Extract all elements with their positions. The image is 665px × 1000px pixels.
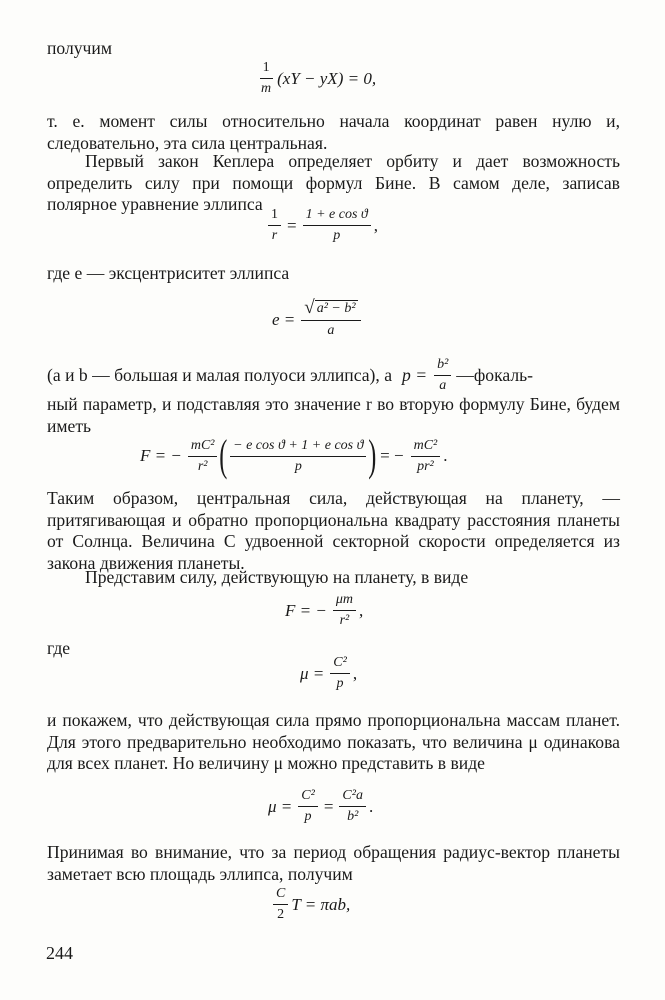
equation-moment xyxy=(255,60,376,97)
equation-binet-force: F = − $\frac{\text{mC²}}{\text{r²}}$ ( $\frac{\text{− e cos ϑ + 1 + e cos ϑ}}{p}$ ) = − $\frac{\text{mC²}}{\text{pr²}}$ . xyxy=(140,431,448,480)
paragraph-where: где xyxy=(47,638,71,658)
paragraph-focal-parameter: ный параметр, и подставляя это значение r во вторую формулу Бине, будем иметь xyxy=(47,394,620,436)
fraction-mc2-over-pr2: $\frac{\text{mC²}}{\text{pr²}}$ xyxy=(411,438,441,475)
paragraph-proportional-mass: и покажем, что действующая сила прямо пропорциональна массам планет. Для этого предварительно необходимо показать, что величина μ одинакова для всех планет. Но величину μ можно представить в виде xyxy=(47,710,620,773)
left-paren-icon: ( xyxy=(219,431,228,480)
paragraph-attractive-force: Таким образом, центральная сила, действующая на планету, — притягивающая и обратно пропорциональна квадрату расстояния планеты от Солнца. Величина C удвоенной секторной скорости определяется из закона движения планеты. xyxy=(47,488,620,573)
fraction-c2-over-p: $\frac{\text{C²}}{p}$ xyxy=(330,655,350,692)
fraction-b2-over-a: $\frac{\text{b²}}{a}$ xyxy=(434,357,451,394)
paragraph-kepler-law: Первый закон Кеплера определяет орбиту и дает возможность определить силу при помощи формул Бине. В самом деле, записав полярное уравнение эллипса xyxy=(47,151,620,214)
paragraph-force-form: Представим силу, действующую на планету, в виде xyxy=(85,567,469,587)
equation-mu-expanded: μ = $\frac{\text{C²}}{p}$ = $\frac{\text{C²a}}{\text{b²}}$ . xyxy=(268,788,374,824)
right-paren-icon: ) xyxy=(368,431,377,480)
equation-ellipse-polar: $\frac{1}{r}$ = $\frac{\text{1 + e cos ϑ}}{p}$ , xyxy=(265,207,378,244)
paragraph-ellipse-area: Принимая во внимание, что за период обращения радиус-вектор планеты заметает всю площадь эллипса, получим xyxy=(47,842,620,884)
page-number: 244 xyxy=(46,943,73,963)
equation-gravity-force: F = − $\frac{\mu m}{\text{r²}}$ , xyxy=(285,592,364,628)
paragraph-intro: получим xyxy=(47,38,112,58)
fraction-c-over-2: $\frac{C}{2}$ xyxy=(273,886,288,923)
paragraph-eccentricity: где e — эксцентриситет эллипса xyxy=(47,263,290,283)
equation-moment-body: (xY − yX) = 0, xyxy=(277,68,377,88)
fraction-binet-bracket: $\frac{\text{− e cos ϑ + 1 + e cos ϑ}}{p}$ xyxy=(230,438,366,475)
fraction-c2-over-p-2: $\frac{\text{C²}}{p}$ xyxy=(298,788,318,825)
equation-period-area: $\frac{C}{2}$ T = πab, xyxy=(270,886,350,923)
fraction-c2a-over-b2: $\frac{\text{C²a}}{\text{b²}}$ xyxy=(339,788,366,825)
fraction-1-over-r: $\frac{1}{r}$ xyxy=(268,207,281,244)
paragraph-semiaxes: (a и b — большая и малая полуоси эллипса), а p = $\frac{\text{b²}}{a}$ —фокаль- xyxy=(47,357,533,393)
equation-eccentricity: e = √ a² − b² a xyxy=(272,300,364,339)
fraction-ecc-over-p: $\frac{\text{1 + e cos ϑ}}{p}$ xyxy=(303,207,371,244)
square-root-icon: √ a² − b² xyxy=(304,297,356,318)
paragraph-central-force: т. е. момент силы относительно начала координат равен нулю и, следовательно, эта сила центральная. xyxy=(47,111,620,153)
fraction-mc2-over-r2: $\frac{\text{mC²}}{\text{r²}}$ xyxy=(188,438,218,475)
fraction-sqrt-over-a: √ a² − b² a xyxy=(301,300,360,339)
equation-mu-definition: μ = $\frac{\text{C²}}{p}$ , xyxy=(300,655,358,691)
fraction-1-over-m: $\frac{1}{m}$ xyxy=(261,60,272,96)
fraction-mum-over-r2: $\frac{\mu m}{\text{r²}}$ xyxy=(333,592,356,629)
